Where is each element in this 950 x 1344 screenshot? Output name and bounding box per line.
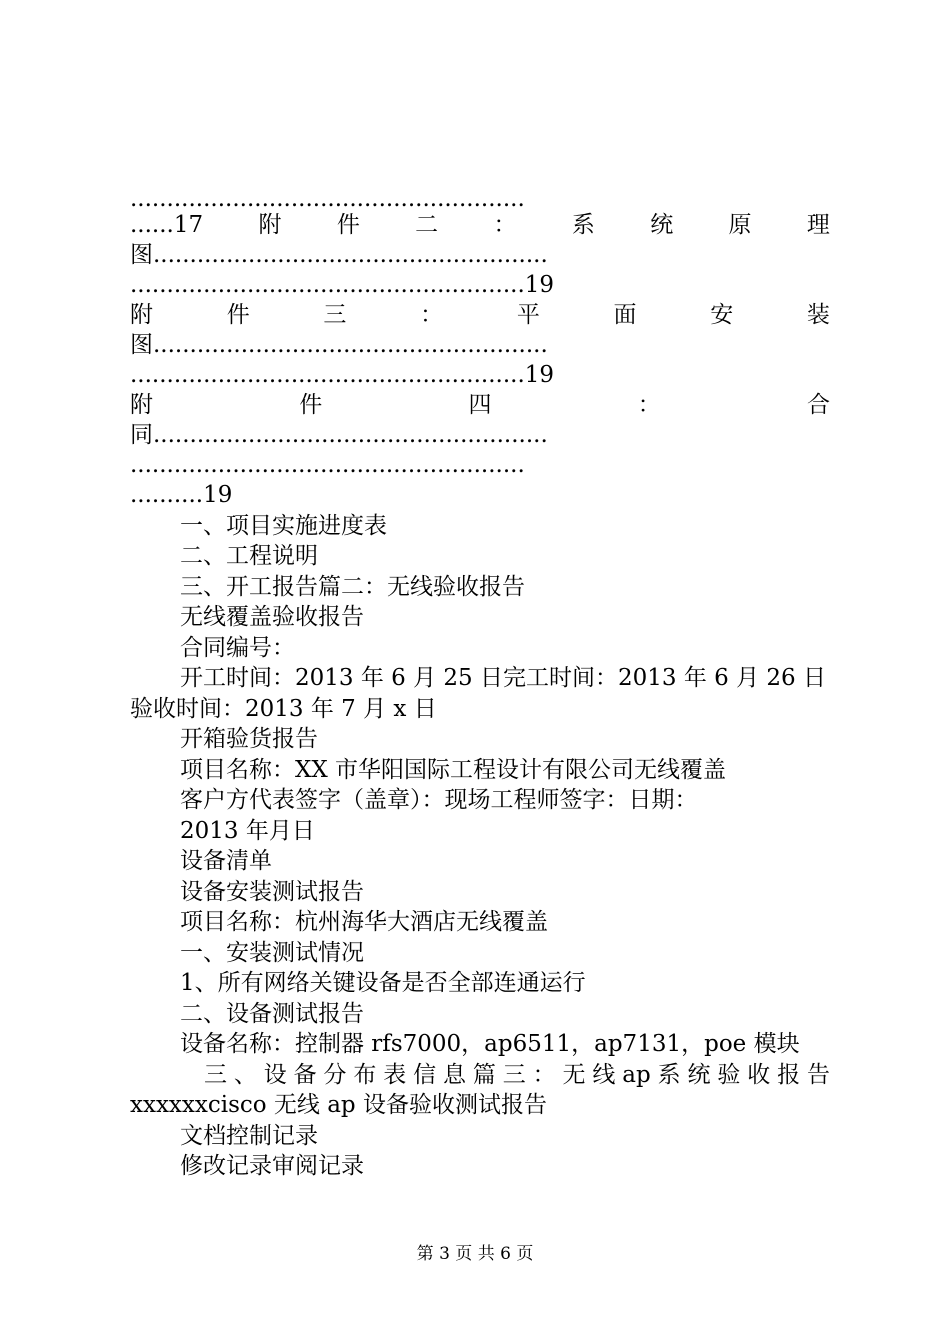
- body-word: 统: [687, 1062, 711, 1088]
- toc-word: 平: [516, 302, 540, 328]
- toc-word: 二: [415, 212, 439, 238]
- toc-word: 理: [806, 212, 830, 238]
- body-line: 二、设备测试报告: [180, 1001, 364, 1027]
- toc-entry-appendix-4: [130, 390, 830, 420]
- body-line: 无线覆盖验收报告: [180, 604, 364, 630]
- toc-word: 件: [299, 392, 323, 418]
- toc-dots-line: ..........19: [130, 482, 233, 508]
- body-line: 文档控制记录: [180, 1123, 318, 1149]
- toc-dots-line: 同......................................................: [130, 422, 548, 448]
- toc-word: 合: [807, 392, 830, 418]
- toc-word: 系: [571, 212, 595, 238]
- body-line: 设备安装测试报告: [180, 879, 364, 905]
- body-word: 三: [204, 1062, 227, 1088]
- body-line: 修改记录审阅记录: [180, 1153, 364, 1179]
- toc-dots-line: ......................................................: [130, 452, 525, 478]
- toc-word: 面: [613, 302, 637, 328]
- toc-word: 件: [336, 212, 360, 238]
- body-word: 线: [592, 1062, 616, 1088]
- body-word: 收: [747, 1062, 771, 1088]
- toc-word: 附: [130, 392, 153, 418]
- body-word: 三: [502, 1062, 526, 1088]
- toc-word: 安: [710, 302, 734, 328]
- body-word: ap: [622, 1062, 651, 1088]
- body-word: 报: [777, 1062, 801, 1088]
- toc-word: 四: [468, 392, 492, 418]
- body-word: 分: [323, 1062, 347, 1088]
- body-word: ：: [532, 1062, 556, 1088]
- toc-dots-line: ......................................................19: [130, 272, 555, 298]
- toc-word: ：: [420, 302, 444, 328]
- body-line: xxxxxxcisco 无线 ap 设备验收测试报告: [130, 1092, 547, 1118]
- toc-word: 件: [226, 302, 250, 328]
- body-word: 设: [263, 1062, 287, 1088]
- toc-entry-appendix-3: [130, 300, 830, 330]
- body-word: 无: [562, 1062, 586, 1088]
- toc-dots-line: ......................................................19: [130, 362, 555, 388]
- body-word: 验: [717, 1062, 741, 1088]
- page-footer: 第 3 页 共 6 页: [416, 1244, 534, 1264]
- toc-word: 附: [130, 302, 153, 328]
- body-line: 客户方代表签字（盖章）：现场工程师签字：日期：: [180, 787, 698, 813]
- body-line: 一、项目实施进度表: [180, 513, 387, 539]
- toc-word: 附: [258, 212, 282, 238]
- body-line: 设备清单: [180, 848, 272, 874]
- body-line: 设备名称：控制器 rfs7000，ap6511，ap7131，poe 模块: [180, 1031, 800, 1057]
- toc-page-ref: ......17: [130, 212, 204, 238]
- body-line: 2013 年月日: [180, 818, 315, 844]
- body-word: 篇: [472, 1062, 496, 1088]
- body-line: 1、所有网络关键设备是否全部连通运行: [180, 970, 586, 996]
- toc-dots-line: ......................................................: [130, 186, 525, 212]
- body-line: 项目名称：杭州海华大酒店无线覆盖: [180, 909, 548, 935]
- body-line: 验收时间：2013 年 7 月 x 日: [130, 696, 437, 722]
- toc-entry-appendix-2: [130, 210, 830, 240]
- body-word: 息: [443, 1062, 466, 1088]
- body-word: 布: [353, 1062, 377, 1088]
- body-word: 备: [293, 1062, 317, 1088]
- toc-word: 原: [728, 212, 752, 238]
- body-word: 系: [657, 1062, 681, 1088]
- toc-dots-line: 图......................................................: [130, 332, 548, 358]
- body-line: 三、开工报告篇二：无线验收报告: [180, 574, 525, 600]
- body-line: 开箱验货报告: [180, 726, 318, 752]
- toc-word: 三: [323, 302, 347, 328]
- body-line: 合同编号：: [180, 635, 295, 661]
- toc-dots-line: 图......................................................: [130, 242, 548, 268]
- toc-word: ：: [637, 392, 661, 418]
- body-line: 项目名称：XX 市华阳国际工程设计有限公司无线覆盖: [180, 757, 727, 783]
- body-line: 开工时间：2013 年 6 月 25 日完工时间：2013 年 6 月 26 日: [180, 665, 826, 691]
- body-word: 告: [806, 1062, 830, 1088]
- body-word: 信: [413, 1062, 437, 1088]
- body-line-justified: [204, 1060, 830, 1090]
- body-word: 表: [383, 1062, 407, 1088]
- toc-word: ：: [493, 212, 517, 238]
- toc-word: 装: [806, 302, 830, 328]
- body-line: 二、工程说明: [180, 543, 318, 569]
- body-line: 一、安装测试情况: [180, 940, 364, 966]
- body-word: 、: [233, 1062, 257, 1088]
- toc-word: 统: [650, 212, 674, 238]
